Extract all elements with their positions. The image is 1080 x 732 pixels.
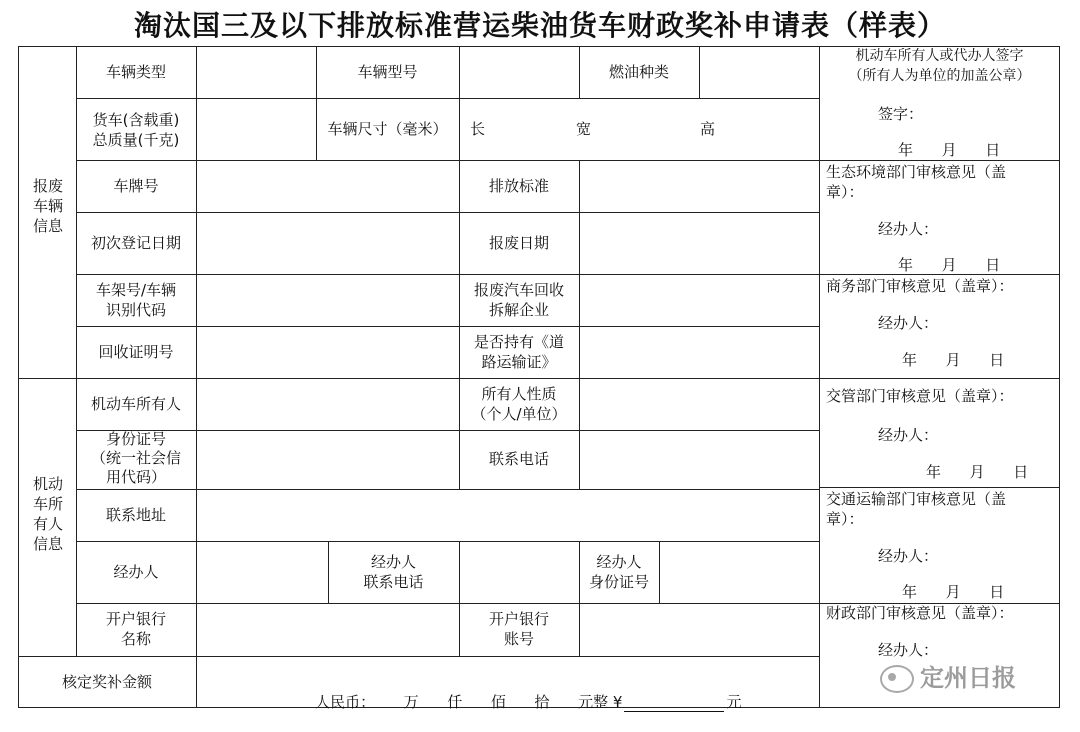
owner-sign-date: 年 月 日	[898, 141, 1001, 159]
label-subsidy-amount: 核定奖补金额	[61, 673, 152, 691]
label-total-mass: 货车(含载重) 总质量(千克)	[92, 111, 180, 149]
finance-review: 财政部门审核意见（盖章）：	[826, 604, 1014, 622]
transport-review: 交通运输部门审核意见（盖 章）：	[826, 490, 1007, 528]
label-address: 联系地址	[105, 506, 166, 524]
label-plate-no: 车牌号	[113, 177, 159, 195]
owner-sign-title: 机动车所有人或代办人签字 （所有人为单位的加盖公章）	[848, 48, 1031, 84]
commerce-review: 商务部门审核意见（盖章）：	[826, 277, 1014, 295]
traffic-handler: 经办人：	[878, 426, 939, 444]
section-owner: 机动 车所 有人 信息	[32, 475, 63, 553]
label-fuel-type: 燃油种类	[608, 63, 669, 81]
transport-date: 年 月 日	[902, 583, 1005, 601]
application-form	[18, 46, 1060, 711]
label-id-no: 身份证号 （统一社会信 用代码）	[90, 430, 181, 486]
label-recycle-cert-no: 回收证明号	[98, 343, 174, 361]
label-scrap-date: 报废日期	[488, 234, 549, 252]
commerce-handler: 经办人：	[878, 314, 939, 332]
traffic-date: 年 月 日	[926, 463, 1029, 481]
label-recycle-company: 报废汽车回收 拆解企业	[473, 281, 564, 319]
eco-handler: 经办人：	[878, 220, 939, 238]
rmb-amount-suffix: 元	[726, 693, 742, 711]
label-vin: 车架号/车辆 识别代码	[95, 281, 177, 319]
label-bank-name: 开户银行 名称	[105, 610, 166, 648]
label-agent-phone: 经办人 联系电话	[363, 553, 424, 591]
label-agent: 经办人	[113, 563, 159, 581]
watermark-text: 定州日报	[920, 664, 1016, 692]
label-vehicle-type: 车辆类型	[105, 63, 166, 81]
commerce-date: 年 月 日	[902, 351, 1005, 369]
rmb-amount-prefix: 人民币： 万 仟 佰 拾 元整 ¥	[315, 693, 623, 711]
label-transport-cert: 是否持有《道 路运输证》	[473, 333, 564, 371]
rmb-amount-blank	[624, 695, 724, 712]
label-owner-name: 机动车所有人	[90, 395, 181, 413]
owner-sign-label: 签字：	[878, 105, 924, 123]
section-scrap-vehicle: 报废 车辆 信息	[32, 177, 63, 235]
label-bank-account: 开户银行 账号	[488, 610, 549, 648]
label-phone: 联系电话	[488, 450, 549, 468]
eco-review: 生态环境部门审核意见（盖 章）：	[826, 163, 1007, 201]
wechat-icon	[880, 665, 914, 693]
label-emission-std: 排放标准	[488, 177, 549, 195]
page-title: 淘汰国三及以下排放标准营运柴油货车财政奖补申请表（样表）	[133, 9, 946, 42]
traffic-review: 交管部门审核意见（盖章）：	[826, 387, 1014, 405]
finance-handler: 经办人：	[878, 641, 939, 659]
transport-handler: 经办人：	[878, 547, 939, 565]
eco-date: 年 月 日	[898, 256, 1001, 274]
label-agent-id: 经办人 身份证号	[588, 553, 649, 591]
label-width: 宽	[576, 120, 592, 138]
watermark	[880, 658, 1016, 693]
rmb-amount-line	[296, 672, 741, 732]
label-first-reg-date: 初次登记日期	[90, 234, 181, 252]
label-length: 长	[470, 120, 486, 138]
label-owner-nature: 所有人性质 （个人/单位）	[471, 385, 567, 423]
label-height: 高	[700, 120, 716, 138]
label-vehicle-size: 车辆尺寸（毫米）	[327, 120, 448, 138]
label-vehicle-model: 车辆型号	[357, 63, 418, 81]
